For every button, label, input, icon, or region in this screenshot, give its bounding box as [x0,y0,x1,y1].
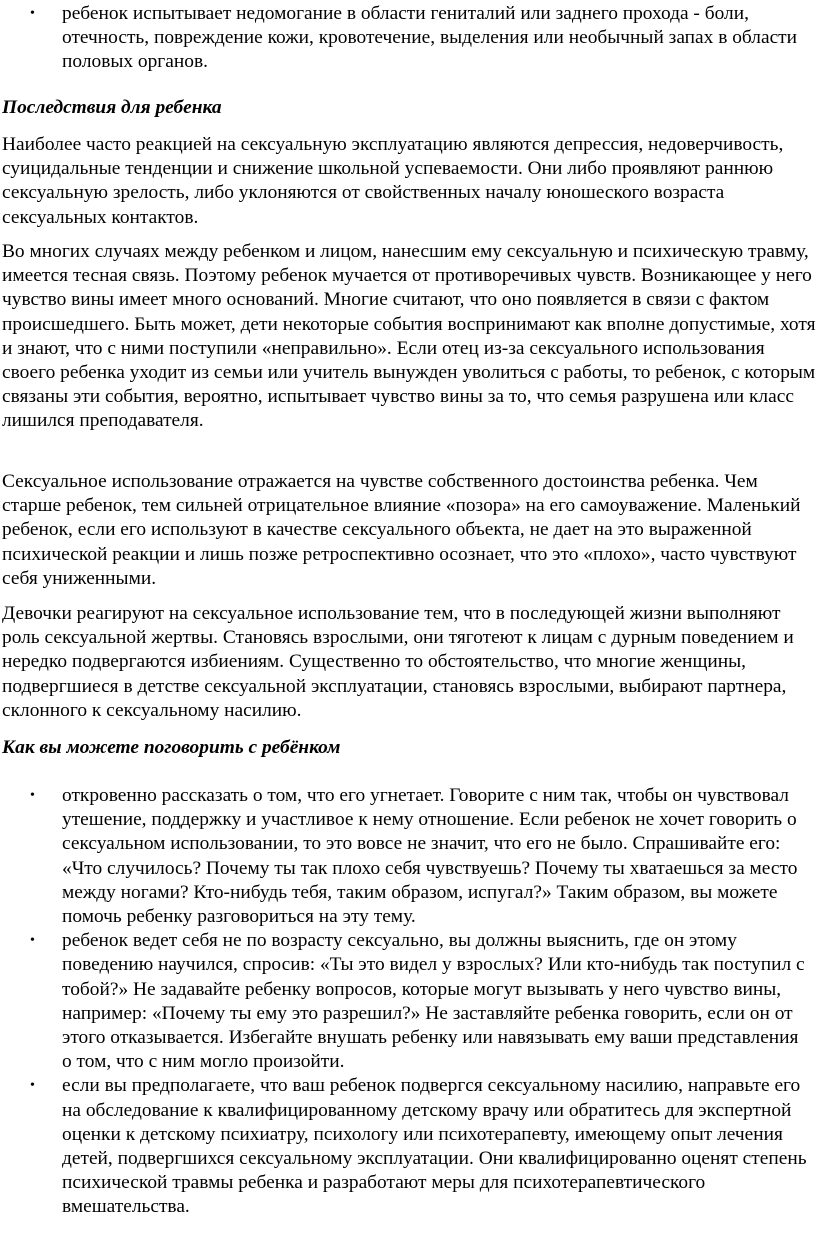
bullet-icon: • [30,6,35,21]
symptom-list [0,2,816,75]
paragraph: Сексуальное использование отражается на чувстве собственного достоинства ребенка. Чем старше ребенок, тем сильней отрицательное влияние «позора» на его самоуважение. Маленький ребенок, если его используют в качестве сексуального объекта, не дает на это выраженной психической реакции и лишь позже ретроспективно осознает, что это «плохо», часто чувствуют себя униженными. [2,471,801,589]
list-item [0,1074,816,1219]
list-item-text: ребенок испытывает недомогание в области гениталий или заднего прохода - боли, отечность, повреждение кожи, кровотечение, выделения или необычный запах в области половых органов. [62,3,798,73]
list-item-text: откровенно рассказать о том, что его угнетает. Говорите с ним так, чтобы он чувствовал утешение, поддержку и участливое к нему отношение. Если ребенок не хочет говорить о сексуальном использовании, то это вовсе не значит, что его не было. Спрашивайте его: «Что случилось? Почему ты так плохо себя чувствуешь? Почему ты хватаешься за место между ногами? Кто-нибудь тебя, таким образом, испугал?» Таким образом, вы можете помочь ребенку разговориться на эту тему. [62,785,798,928]
advice-list [0,784,816,1220]
section-heading-consequences: Последствия для ребенка [2,97,222,118]
list-item-text: если вы предполагаете, что ваш ребенок подвергся сексуальному насилию, направьте его на обследование к квалифицированному детскому врачу или обратитесь для экспертной оценки к детскому психиатру, психологу или психотерапевту, имеющему опыт лечения детей, подвергшихся сексуальному эксплуатации. Они квалифицированно оценят степень психической травмы ребенка и разработают меры для психотерапевтического вмешательства. [62,1075,807,1218]
bullet-icon: • [30,1078,35,1094]
bullet-icon: • [30,933,35,949]
paragraph: Девочки реагируют на сексуальное использование тем, что в последующей жизни выполняют роль сексуальной жертвы. Становясь взрослыми, они тяготеют к лицам с дурным поведением и нередко подвергаются избиениям. Существенно то обстоятельство, что многие женщины, подвергшиеся в детстве сексуальной эксплуатации, становясь взрослыми, выбирают партнера, склонного к сексуальному насилию. [2,603,794,721]
list-item-text: ребенок ведет себя не по возрасту сексуально, вы должны выяснить, где он этому поведению научился, спросив: «Ты это видел у взрослых? Или кто-нибудь так поступил с тобой?» Не задавайте ребенку вопросов, которые могут вызывать у него чувство вины, например: «Почему ты ему это разрешил?» Не заставляйте ребенка говорить, если он от этого отказывается. Избегайте внушать ребенку или навязывать ему ваши представления о том, что с ним могло произойти. [62,930,805,1073]
list-item [0,929,816,1074]
list-item [0,784,816,929]
bullet-icon: • [30,788,35,803]
paragraph: Наиболее часто реакцией на сексуальную эксплуатацию являются депрессия, недоверчивость, суицидальные тенденции и снижение школьной успеваемости. Они либо проявляют раннюю сексуальную зрелость, либо уклоняются от свойственных началу юношеского возраста сексуальных контактов. [2,134,784,228]
paragraph: Во многих случаях между ребенком и лицом, нанесшим ему сексуальную и психическую травму, имеется тесная связь. Поэтому ребенок мучается от противоречивых чувств. Возникающее у него чувство вины имеет много оснований. Многие считают, что оно появляется в связи с фактом происшедшего. Быть может, дети некоторые события воспринимают как вполне допустимые, хотя и знают, что с ними поступили «неправильно». Если отец из-за сексуального использования своего ребенка уходит из семьи или учитель вынужден уволиться с работы, то ребенок, с которым связаны эти события, вероятно, испытывает чувство вины за то, что семья разрушена или класс лишился преподавателя. [2,241,816,432]
list-item [0,2,816,75]
section-heading-talk: Как вы можете поговорить с ребёнком [2,737,341,758]
